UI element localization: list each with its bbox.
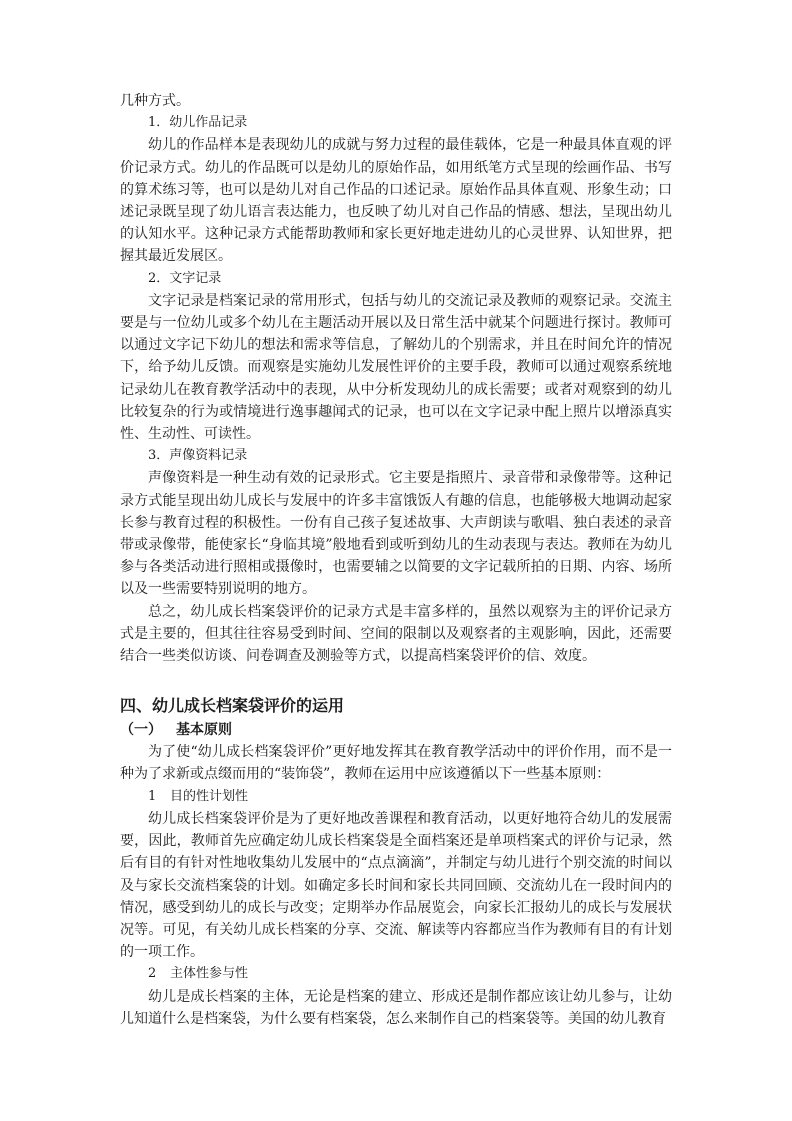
- paragraph-continuation: 几种方式。: [120, 93, 190, 109]
- principle-number: 1: [148, 788, 157, 804]
- subheading-artwork-record: 1．幼儿作品记录: [148, 115, 248, 131]
- section-heading: 四、幼儿成长档案袋评价的运用: [120, 696, 345, 716]
- subsection-heading: [120, 719, 672, 741]
- document-page: [120, 90, 672, 1030]
- paragraph-intro-principles: 为了使“幼儿成长档案袋评价”更好地发挥其在教育教学活动中的评价作用，而不是一种为了求新或点缀而用的“装饰袋”，教师在运用中应该遵循以下一些基本原则：: [120, 744, 672, 783]
- principle-heading-1: [120, 786, 672, 808]
- subsection-title: 基本原则: [176, 722, 232, 739]
- subheading-audiovisual-record: 3．声像资料记录: [148, 448, 248, 464]
- principle-heading-2: [120, 963, 672, 985]
- paragraph-text-record: 文字记录是档案记录的常用形式，包括与幼儿的交流记录及教师的观察记录。交流主要是与一位幼儿或多个幼儿在主题活动开展以及日常生活中就某个问题进行探讨。教师可以通过文字记下幼儿的想法和需求等信息，了解幼儿的个别需求，并且在时间允许的情况下，给予幼儿反馈。而观察是实施幼儿发展性评价的主要手段，教师可以通过观察系统地记录幼儿在教育教学活动中的表现，从中分析发现幼儿的成长需要；或者对观察到的幼儿比较复杂的行为或情境进行逸事趣闻式的记录，也可以在文字记录中配上照片以增添真实性、生动性、可读性。: [120, 292, 672, 443]
- paragraph-artwork-record: 幼儿的作品样本是表现幼儿的成就与努力过程的最佳载体，它是一种最具体直观的评价记录方式。幼儿的作品既可以是幼儿的原始作品，如用纸笔方式呈现的绘画作品、书写的算术练习等，也可以是幼儿对自己作品的口述记录。原始作品具体直观、形象生动；口述记录既呈现了幼儿语言表达能力，也反映了幼儿对自己作品的情感、想法，呈现出幼儿的认知水平。这种记录方式能帮助教师和家长更好地走进幼儿的心灵世界、认知世界，把握其最近发展区。: [120, 137, 672, 265]
- paragraph-principle-1: 幼儿成长档案袋评价是为了更好地改善课程和教育活动，以更好地符合幼儿的发展需要，因此，教师首先应确定幼儿成长档案袋是全面档案还是单项档案式的评价与记录，然后有目的有针对性地收集幼儿发展中的“点点滴滴”，并制定与幼儿进行个别交流的时间以及与家长交流档案袋的计划。如确定多长时间和家长共同回顾、交流幼儿在一段时间内的情况，感受到幼儿的成长与改变；定期举办作品展览会，向家长汇报幼儿的成长与发展状况等。可见，有关幼儿成长档案的分享、交流、解读等内容都应当作为教师有目的有计划的一项工作。: [120, 810, 672, 961]
- paragraph-principle-2: 幼儿是成长档案的主体，无论是档案的建立、形成还是制作都应该让幼儿参与，让幼儿知道什么是档案袋，为什么要有档案袋，怎么来制作自己的档案袋等。美国的幼儿教育: [120, 988, 672, 1027]
- paragraph-audiovisual-record: 声像资料是一种生动有效的记录形式。它主要是指照片、录音带和录像带等。这种记录方式能呈现出幼儿成长与发展中的许多丰富饿饭人有趣的信息，也能够极大地调动起家长参与教育过程的积极性。一份有自己孩子复述故事、大声朗读与歌唱、独白表述的录音带或录像带，能使家长“身临其境”般地看到或听到幼儿的生动表现与表达。教师在为幼儿参与各类活动进行照相或摄像时，也需要辅之以简要的文字记载所拍的日期、内容、场所以及一些需要特别说明的地方。: [120, 470, 672, 598]
- subsection-number: （一）: [120, 722, 162, 739]
- subheading-text-record: 2．文字记录: [148, 270, 222, 286]
- principle-title: 主体性参与性: [170, 966, 249, 982]
- principle-number: 2: [148, 966, 157, 982]
- principle-title: 目的性计划性: [170, 788, 249, 804]
- paragraph-summary: 总之，幼儿成长档案袋评价的记录方式是丰富多样的，虽然以观察为主的评价记录方式是主要的，但其往往容易受到时间、空间的限制以及观察者的主观影响，因此，还需要结合一些类似访谈、问卷调查及测验等方式，以提高档案袋评价的信、效度。: [120, 603, 672, 665]
